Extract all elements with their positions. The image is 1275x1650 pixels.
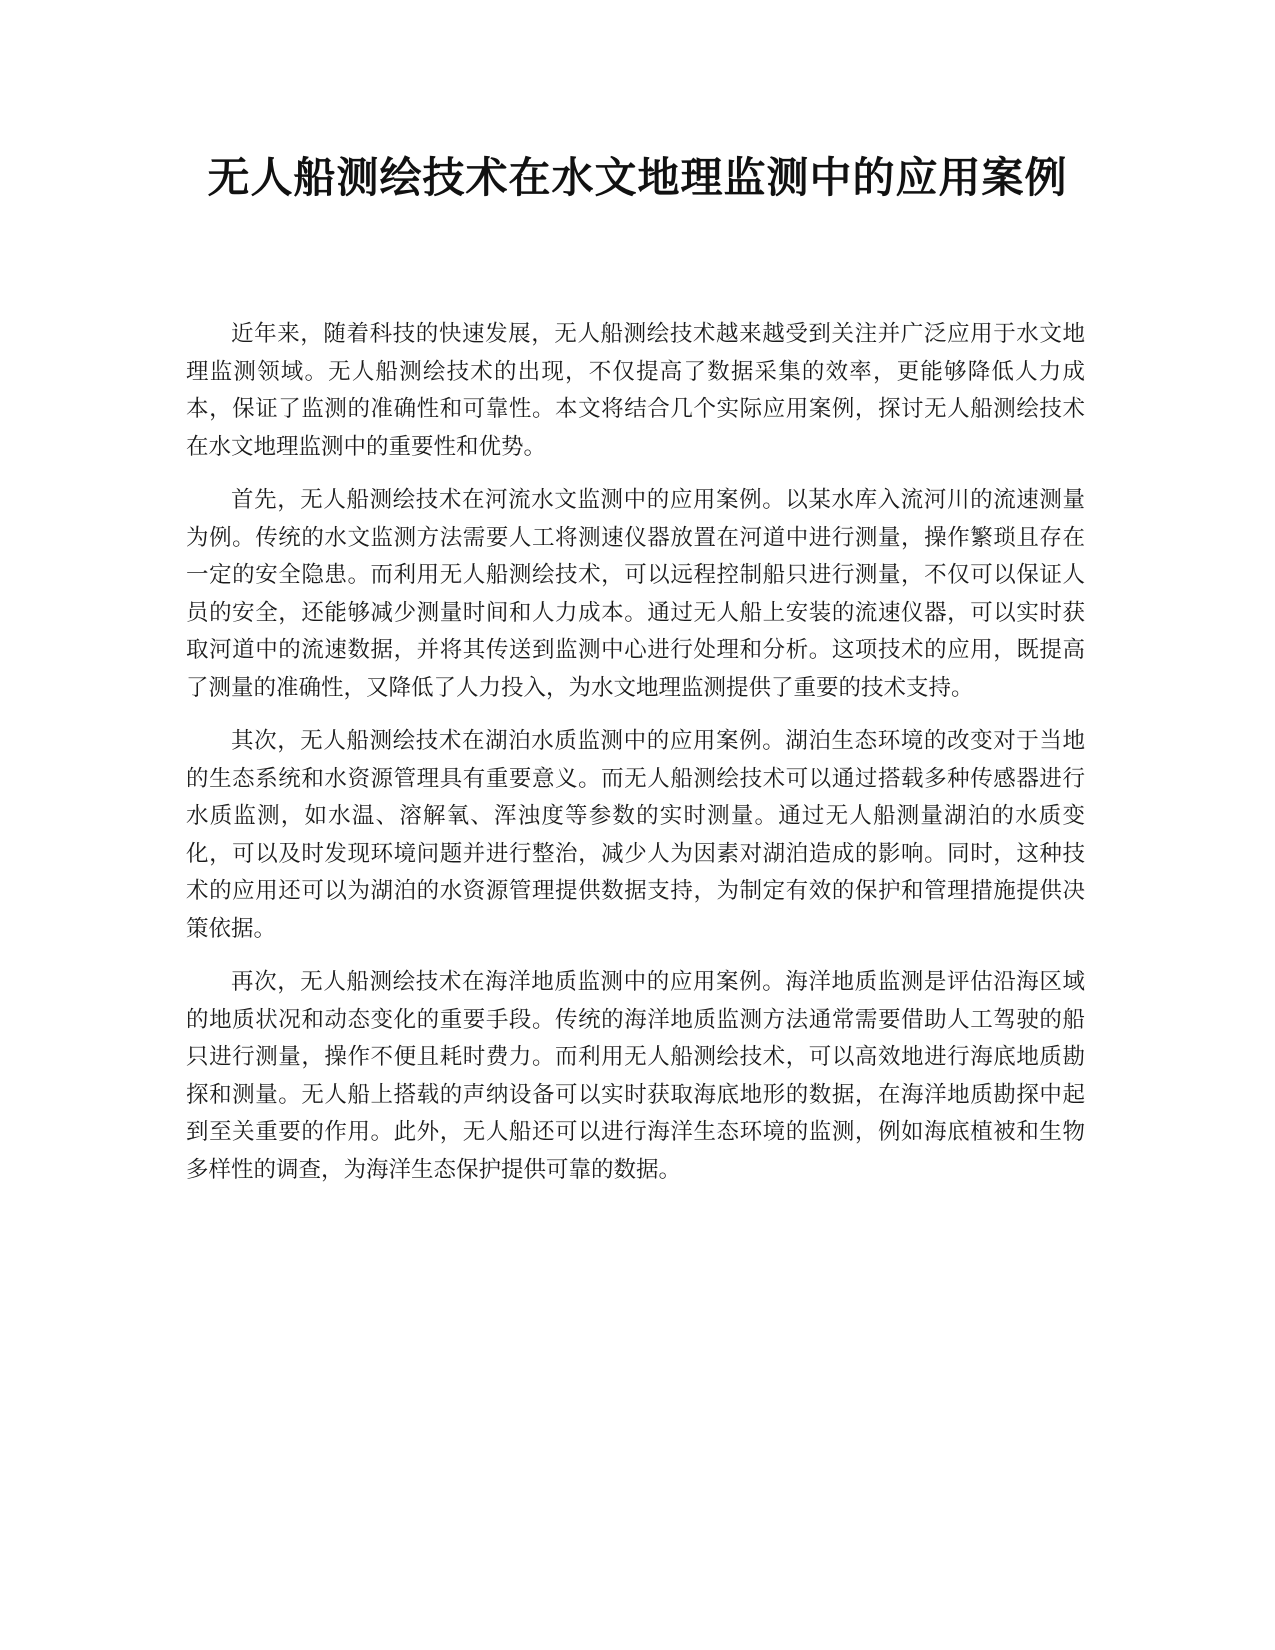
paragraph-intro: 近年来，随着科技的快速发展，无人船测绘技术越来越受到关注并广泛应用于水文地理监测领域。无人船测绘技术的出现，不仅提高了数据采集的效率，更能够降低人力成本，保证了监测的准确性和可靠性。本文将结合几个实际应用案例，探讨无人船测绘技术在水文地理监测中的重要性和优势。 — [186, 321, 1085, 460]
paragraph-lake-case: 其次，无人船测绘技术在湖泊水质监测中的应用案例。湖泊生态环境的改变对于当地的生态系统和水资源管理具有重要意义。而无人船测绘技术可以通过搭载多种传感器进行水质监测，如水温、溶解氧、浑浊度等参数的实时测量。通过无人船测量湖泊的水质变化，可以及时发现环境问题并进行整治，减少人为因素对湖泊造成的影响。同时，这种技术的应用还可以为湖泊的水资源管理提供数据支持，为制定有效的保护和管理措施提供决策依据。 — [186, 728, 1085, 942]
document-title: 无人船测绘技术在水文地理监测中的应用案例 — [207, 153, 1068, 202]
paragraph-river-case: 首先，无人船测绘技术在河流水文监测中的应用案例。以某水库入流河川的流速测量为例。传统的水文监测方法需要人工将测速仪器放置在河道中进行测量，操作繁琐且存在一定的安全隐患。而利用无人船测绘技术，可以远程控制船只进行测量，不仅可以保证人员的安全，还能够减少测量时间和人力成本。通过无人船上安装的流速仪器，可以实时获取河道中的流速数据，并将其传送到监测中心进行处理和分析。这项技术的应用，既提高了测量的准确性，又降低了人力投入，为水文地理监测提供了重要的技术支持。 — [186, 487, 1085, 701]
document-body — [186, 316, 1085, 1205]
paragraph-ocean-case: 再次，无人船测绘技术在海洋地质监测中的应用案例。海洋地质监测是评估沿海区域的地质状况和动态变化的重要手段。传统的海洋地质监测方法通常需要借助人工驾驶的船只进行测量，操作不便且耗时费力。而利用无人船测绘技术，可以高效地进行海底地质勘探和测量。无人船上搭载的声纳设备可以实时获取海底地形的数据，在海洋地质勘探中起到至关重要的作用。此外，无人船还可以进行海洋生态环境的监测，例如海底植被和生物多样性的调查，为海洋生态保护提供可靠的数据。 — [186, 969, 1085, 1183]
